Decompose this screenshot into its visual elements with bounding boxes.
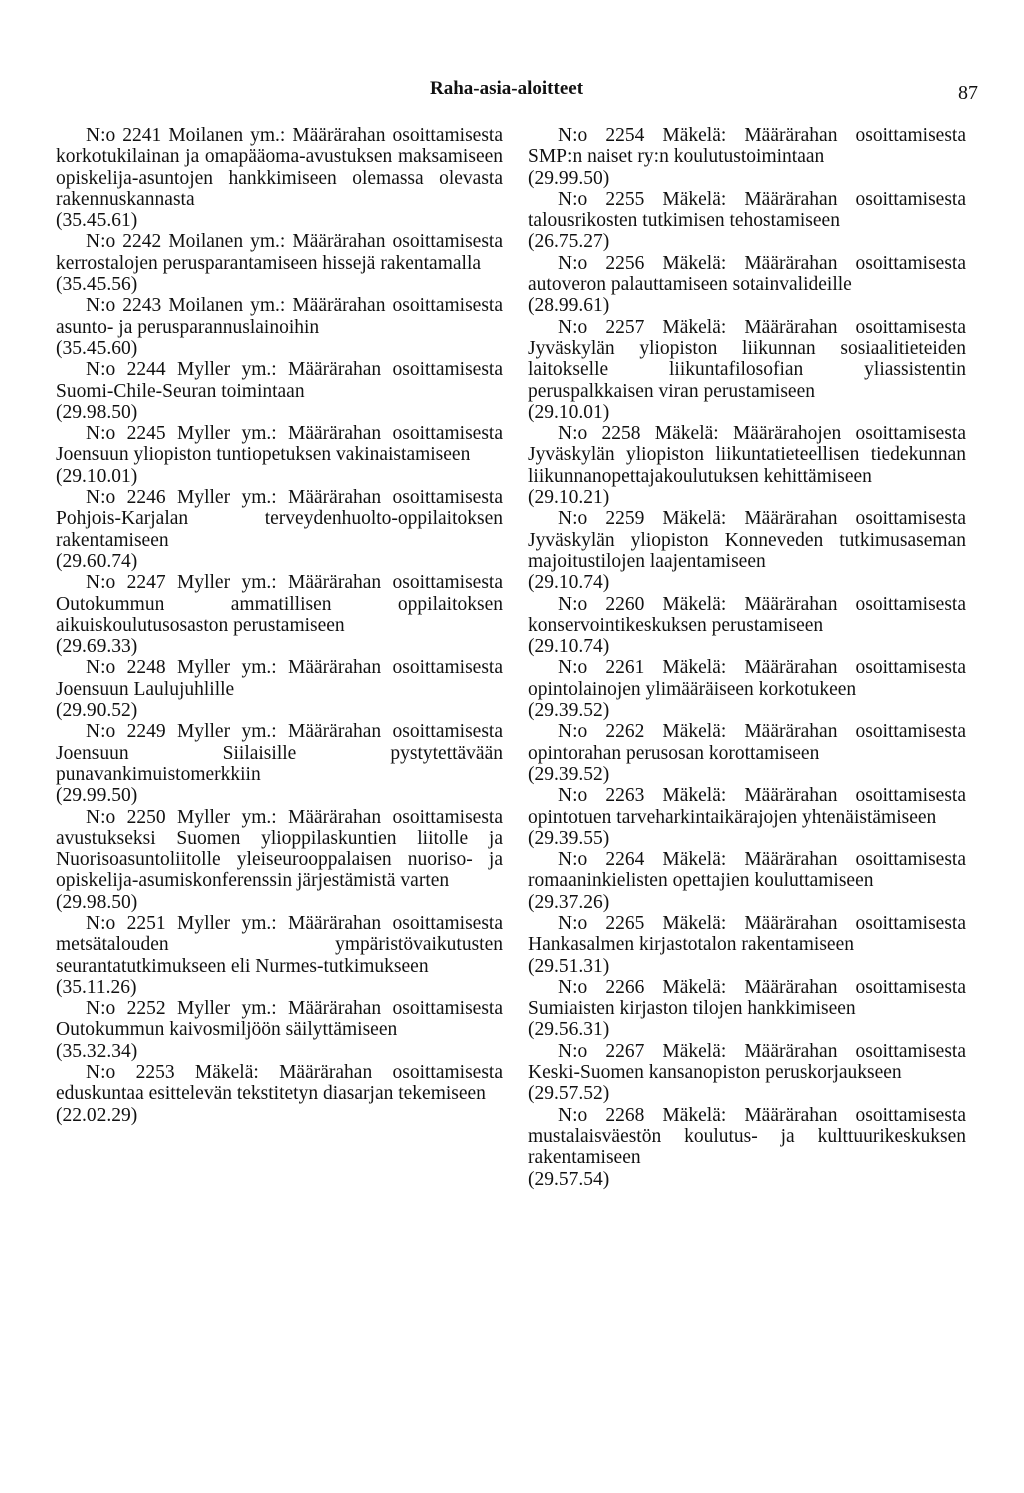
motion-text: N:o 2252 Myller ym.: Määrärahan osoittamisesta Outokummun kaivosmiljöön säilyttämiseen (56, 998, 503, 1041)
motion-entry (56, 359, 503, 423)
motion-text: N:o 2263 Mäkelä: Määrärahan osoittamisesta opintotuen tarveharkintaikärajojen yhtenäistämiseen (528, 785, 966, 828)
running-title: Raha-asia-aloitteet (430, 78, 584, 99)
motion-text: N:o 2249 Myller ym.: Määrärahan osoittamisesta Joensuun Siilaisille pystytettävään punavankimuistomerkkiin (56, 721, 503, 785)
motion-text: N:o 2268 Mäkelä: Määrärahan osoittamisesta mustalaisväestön koulutus- ja kulttuurikeskuksen rakentamiseen (528, 1104, 966, 1169)
motion-entry (528, 1041, 966, 1105)
motion-text: N:o 2241 Moilanen ym.: Määrärahan osoittamisesta korkotukilainan ja omapääoma-avustuksen maksamiseen opiskelija-asuntojen hankkimiseen olemassa olevasta rakennuskannasta (56, 125, 503, 210)
motion-entry (56, 125, 503, 231)
motion-entry (528, 721, 966, 785)
motion-text: N:o 2251 Myller ym.: Määrärahan osoittamisesta metsätalouden ympäristövaikutusten seurantatutkimukseen eli Nurmes-tutkimukseen (56, 912, 503, 977)
budget-code: (29.51.31) (528, 955, 610, 977)
budget-code: (29.90.52) (56, 700, 138, 722)
left-column (56, 125, 503, 1126)
budget-code: (29.99.50) (528, 167, 610, 189)
motion-text: N:o 2257 Mäkelä: Määrärahan osoittamisesta Jyväskylän yliopiston liikunnan sosiaalitieteiden laitokselle liikuntafilosofian yliassistentin peruspalkkaisen viran perustamiseen (528, 316, 966, 402)
budget-code: (35.45.60) (56, 337, 138, 359)
motion-entry (528, 423, 966, 508)
motion-text: N:o 2256 Mäkelä: Määrärahan osoittamisesta autoveron palauttamiseen sotainvalideille (528, 252, 966, 296)
motion-entry (56, 657, 503, 721)
motion-entry (56, 572, 503, 657)
motion-entry (56, 721, 503, 806)
motion-entry (528, 657, 966, 721)
motion-entry (528, 849, 966, 913)
budget-code: (26.75.27) (528, 231, 610, 253)
motion-entry (528, 913, 966, 977)
motion-text: N:o 2248 Myller ym.: Määrärahan osoittamisesta Joensuun Laulujuhlille (56, 657, 503, 700)
motion-text: N:o 2261 Mäkelä: Määrärahan osoittamisesta opintolainojen ylimääräiseen korkotukeen (528, 657, 966, 700)
motion-text: N:o 2266 Mäkelä: Määrärahan osoittamisesta Sumiaisten kirjaston tilojen hankkimiseen (528, 976, 966, 1020)
motion-text: N:o 2255 Mäkelä: Määrärahan osoittamisesta talousrikosten tutkimisen tehostamiseen (528, 188, 966, 232)
motion-text: N:o 2246 Myller ym.: Määrärahan osoittamisesta Pohjois-Karjalan terveydenhuolto-oppilaitoksen rakentamiseen (56, 487, 503, 551)
motion-entry (528, 125, 966, 189)
motion-entry (56, 1062, 503, 1126)
motion-entry (528, 977, 966, 1041)
budget-code: (29.60.74) (56, 550, 138, 572)
motion-text: N:o 2250 Myller ym.: Määrärahan osoittamisesta avustukseksi Suomen ylioppilaskuntien liitolle ja Nuorisoasuntoliitolle yleiseurooppalaisen nuoriso- ja opiskelija-asumiskonferenssin järjestämistä varten (56, 806, 503, 892)
budget-code: (35.11.26) (56, 976, 137, 998)
budget-code: (29.10.74) (528, 636, 610, 658)
motion-text: N:o 2265 Mäkelä: Määrärahan osoittamisesta Hankasalmen kirjastotalon rakentamiseen (528, 912, 966, 956)
motion-entry (56, 807, 503, 913)
motion-entry (528, 594, 966, 658)
motion-text: N:o 2264 Mäkelä: Määrärahan osoittamisesta romaaninkielisten opettajien kouluttamiseen (528, 849, 966, 892)
motion-entry (528, 253, 966, 317)
motion-entry (56, 998, 503, 1062)
right-column (528, 125, 966, 1190)
motion-entry (56, 231, 503, 295)
budget-code: (28.99.61) (528, 295, 610, 317)
motion-text: N:o 2244 Myller ym.: Määrärahan osoittamisesta Suomi-Chile-Seuran toimintaan (56, 359, 503, 402)
budget-code: (29.39.52) (528, 700, 610, 722)
budget-code: (29.57.52) (528, 1083, 610, 1105)
motion-entry (56, 487, 503, 572)
budget-code: (35.45.56) (56, 274, 138, 296)
motion-text: N:o 2262 Mäkelä: Määrärahan osoittamisesta opintorahan perusosan korottamiseen (528, 721, 966, 764)
budget-code: (29.39.55) (528, 827, 610, 849)
motion-text: N:o 2245 Myller ym.: Määrärahan osoittamisesta Joensuun yliopiston tuntiopetuksen vakinaistamiseen (56, 423, 503, 466)
budget-code: (29.98.50) (56, 891, 138, 913)
budget-code: (35.45.61) (56, 210, 138, 232)
motion-text: N:o 2260 Mäkelä: Määrärahan osoittamisesta konservointikeskuksen perustamiseen (528, 593, 966, 636)
budget-code: (29.10.01) (56, 465, 138, 487)
motion-entry (528, 785, 966, 849)
budget-code: (29.69.33) (56, 636, 138, 658)
motion-text: N:o 2243 Moilanen ym.: Määrärahan osoittamisesta asunto- ja perusparannuslainoihin (56, 295, 503, 338)
motion-text: N:o 2258 Mäkelä: Määrärahojen osoittamisesta Jyväskylän yliopiston liikuntatieteellisen tiedekunnan liikunnanopettajakoulutuksen kehittämiseen (528, 423, 966, 487)
budget-code: (29.98.50) (56, 401, 138, 423)
motion-text: N:o 2247 Myller ym.: Määrärahan osoittamisesta Outokummun ammatillisen oppilaitoksen aikuiskoulutusosaston perustamiseen (56, 572, 503, 636)
page-header (0, 78, 1024, 108)
budget-code: (29.37.26) (528, 891, 610, 913)
motion-entry (528, 508, 966, 593)
budget-code: (29.99.50) (56, 785, 138, 807)
motion-text: N:o 2254 Mäkelä: Määrärahan osoittamisesta SMP:n naiset ry:n koulutustoimintaan (528, 125, 966, 168)
budget-code: (35.32.34) (56, 1040, 138, 1062)
motion-entry (528, 189, 966, 253)
budget-code: (29.10.74) (528, 572, 610, 594)
motion-text: N:o 2267 Mäkelä: Määrärahan osoittamisesta Keski-Suomen kansanopiston peruskorjaukseen (528, 1040, 966, 1084)
budget-code: (29.39.52) (528, 763, 610, 785)
budget-code: (29.10.21) (528, 487, 610, 509)
motion-entry (56, 423, 503, 487)
motion-text: N:o 2253 Mäkelä: Määrärahan osoittamisesta eduskuntaa esittelevän tekstitetyn diasarjan tekemiseen (56, 1062, 503, 1105)
budget-code: (22.02.29) (56, 1104, 138, 1126)
budget-code: (29.10.01) (528, 401, 610, 423)
motion-entry (528, 317, 966, 423)
motion-entry (56, 913, 503, 998)
budget-code: (29.56.31) (528, 1019, 610, 1041)
motion-entry (528, 1105, 966, 1190)
motion-text: N:o 2259 Mäkelä: Määrärahan osoittamisesta Jyväskylän yliopiston Konneveden tutkimusaseman majoitustilojen laajentamiseen (528, 508, 966, 572)
motion-text: N:o 2242 Moilanen ym.: Määrärahan osoittamisesta kerrostalojen perusparantamiseen hissejä rakentamalla (56, 231, 503, 274)
page-number: 87 (958, 82, 978, 104)
motion-entry (56, 295, 503, 359)
budget-code: (29.57.54) (528, 1168, 610, 1190)
